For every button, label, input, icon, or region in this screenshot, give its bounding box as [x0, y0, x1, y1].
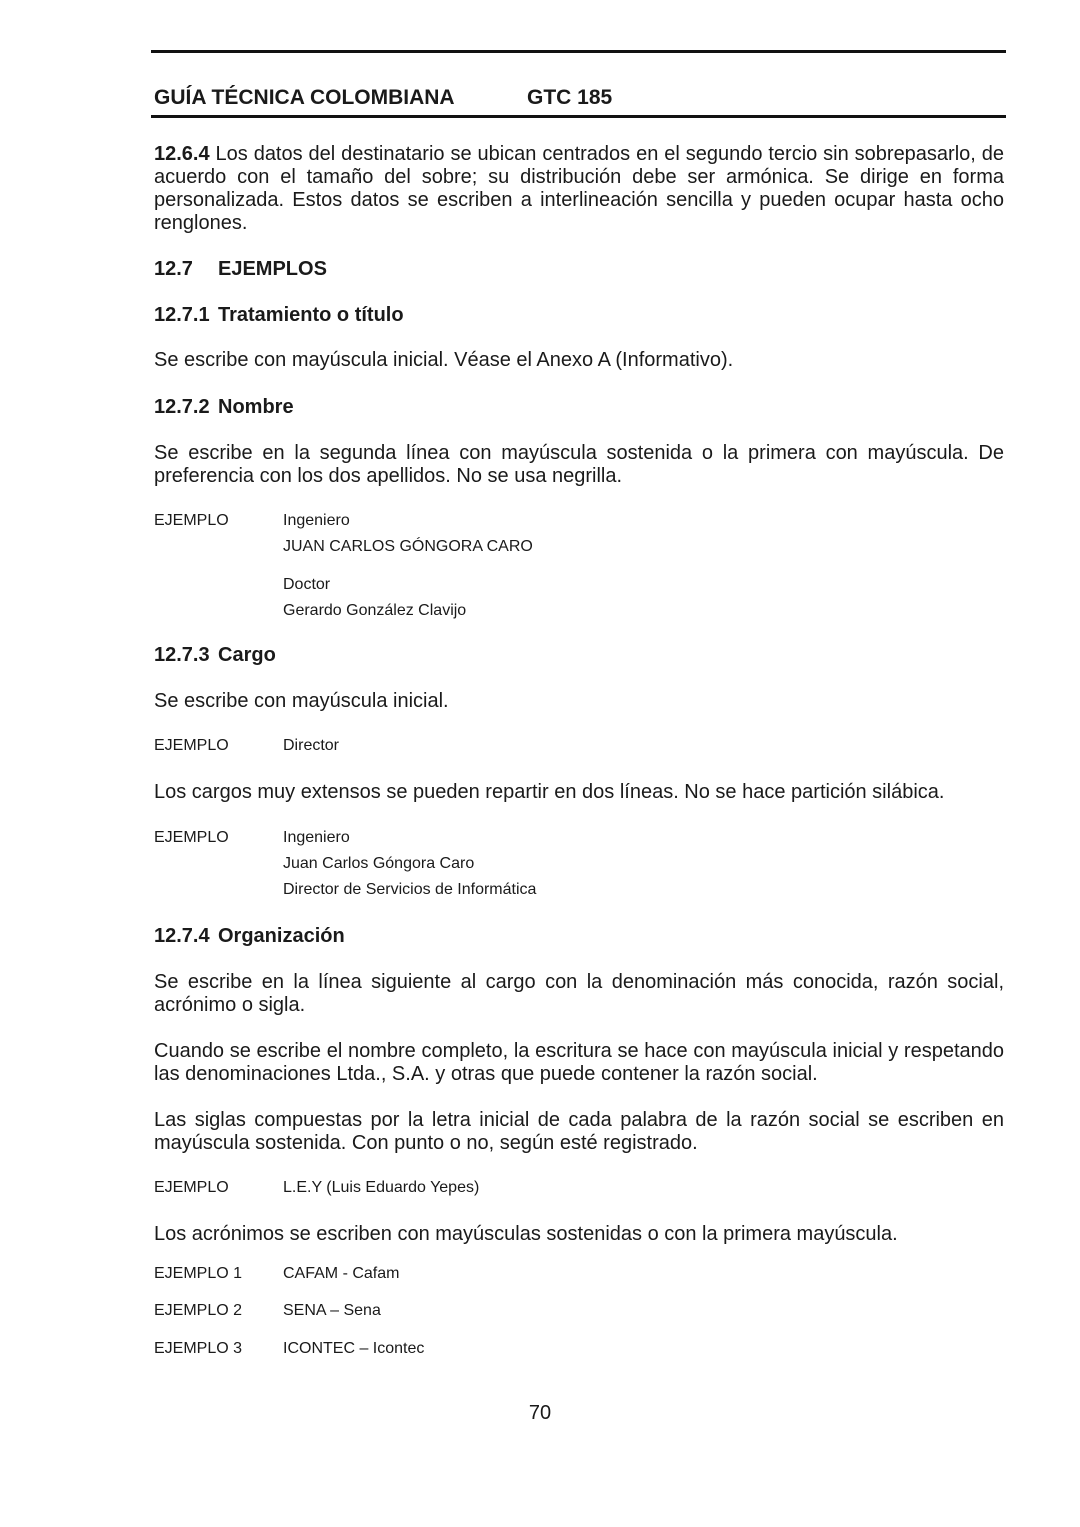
paragraph-text: Los cargos muy extensos se pueden repartir en dos líneas. No se hace partición silábica. — [154, 781, 945, 803]
example-label: EJEMPLO — [154, 1179, 229, 1196]
paragraph — [154, 690, 1004, 713]
example-label: EJEMPLO — [154, 512, 229, 529]
example-line: Ingeniero — [283, 512, 350, 529]
section-title: Nombre — [218, 396, 294, 418]
section-title: Cargo — [218, 644, 276, 666]
paragraph-text: Se escribe en la línea siguiente al cargo con la denominación más conocida, razón social, acrónimo o sigla. — [154, 971, 1004, 1016]
paragraph-text: Se escribe con mayúscula inicial. — [154, 690, 449, 712]
example-value: CAFAM - Cafam — [283, 1265, 400, 1282]
section-number: 12.7.3 — [154, 644, 210, 666]
section-number: 12.7.4 — [154, 925, 210, 947]
example-line: Doctor — [283, 576, 331, 593]
example-label: EJEMPLO 1 — [154, 1265, 243, 1282]
header-title: GUÍA TÉCNICA COLOMBIANA — [154, 86, 455, 109]
section-heading-12-7 — [154, 258, 1004, 281]
section-number: 12.6.4 — [154, 143, 210, 165]
header-top-rule — [151, 50, 1006, 53]
example-label: EJEMPLO 3 — [154, 1340, 243, 1357]
example-value: SENA – Sena — [283, 1302, 381, 1319]
section-heading-12-7-3 — [154, 644, 1004, 667]
section-number: 12.7.2 — [154, 396, 210, 418]
example-values — [283, 508, 533, 624]
example-label: EJEMPLO — [154, 829, 229, 846]
paragraph — [154, 971, 1004, 1017]
example-line: Director de Servicios de Informática — [283, 881, 537, 898]
section-title: EJEMPLOS — [218, 258, 327, 280]
paragraph — [154, 781, 1004, 804]
paragraph-text: Los datos del destinatario se ubican centrados en el segundo tercio sin sobrepasarlo, de acuerdo con el tamaño del sobre; su distribución debe ser armónica. Se dirige en forma personalizada. Estos datos se escriben a interlineación sencilla y pueden ocupar hasta ocho renglones. — [154, 143, 1004, 234]
paragraph-text: Se escribe con mayúscula inicial. Véase el Anexo A (Informativo). — [154, 349, 734, 371]
example-line: Ingeniero — [283, 829, 350, 846]
example-label: EJEMPLO — [154, 737, 229, 754]
paragraph — [154, 442, 1004, 488]
section-number: 12.7 — [154, 258, 193, 280]
section-heading-12-7-2 — [154, 396, 1004, 419]
example-values — [283, 825, 536, 903]
page-number: 70 — [528, 1402, 552, 1424]
paragraph — [154, 349, 1004, 372]
paragraph — [154, 1040, 1004, 1086]
paragraph-text: Las siglas compuestas por la letra inicial de cada palabra de la razón social se escriben en mayúscula sostenida. Con punto o no, según esté registrado. — [154, 1109, 1004, 1154]
example-value: L.E.Y (Luis Eduardo Yepes) — [283, 1179, 480, 1196]
paragraph — [154, 1223, 1004, 1246]
example-line: Juan Carlos Góngora Caro — [283, 855, 475, 872]
paragraph-text: Se escribe en la segunda línea con mayúscula sostenida o la primera con mayúscula. De preferencia con los dos apellidos. No se usa negrilla. — [154, 442, 1004, 487]
paragraph — [154, 1109, 1004, 1155]
header-bottom-rule — [151, 115, 1006, 118]
example-label: EJEMPLO 2 — [154, 1302, 243, 1319]
example-value: Director — [283, 737, 340, 754]
section-title: Organización — [218, 925, 345, 947]
section-heading-12-7-4 — [154, 925, 1004, 948]
section-12-6-4 — [154, 143, 1004, 235]
example-value: ICONTEC – Icontec — [283, 1340, 425, 1357]
section-heading-12-7-1 — [154, 304, 1004, 327]
paragraph-text: Los acrónimos se escriben con mayúsculas sostenidas o con la primera mayúscula. — [154, 1223, 898, 1245]
paragraph-text: Cuando se escribe el nombre completo, la escritura se hace con mayúscula inicial y respetando las denominaciones Ltda., S.A. y otras que puede contener la razón social. — [154, 1040, 1004, 1085]
header-code: GTC 185 — [527, 86, 613, 109]
section-number: 12.7.1 — [154, 304, 210, 326]
paragraph — [154, 143, 1004, 235]
example-line: JUAN CARLOS GÓNGORA CARO — [283, 538, 533, 555]
example-line: Gerardo González Clavijo — [283, 602, 467, 619]
section-title: Tratamiento o título — [218, 304, 404, 326]
